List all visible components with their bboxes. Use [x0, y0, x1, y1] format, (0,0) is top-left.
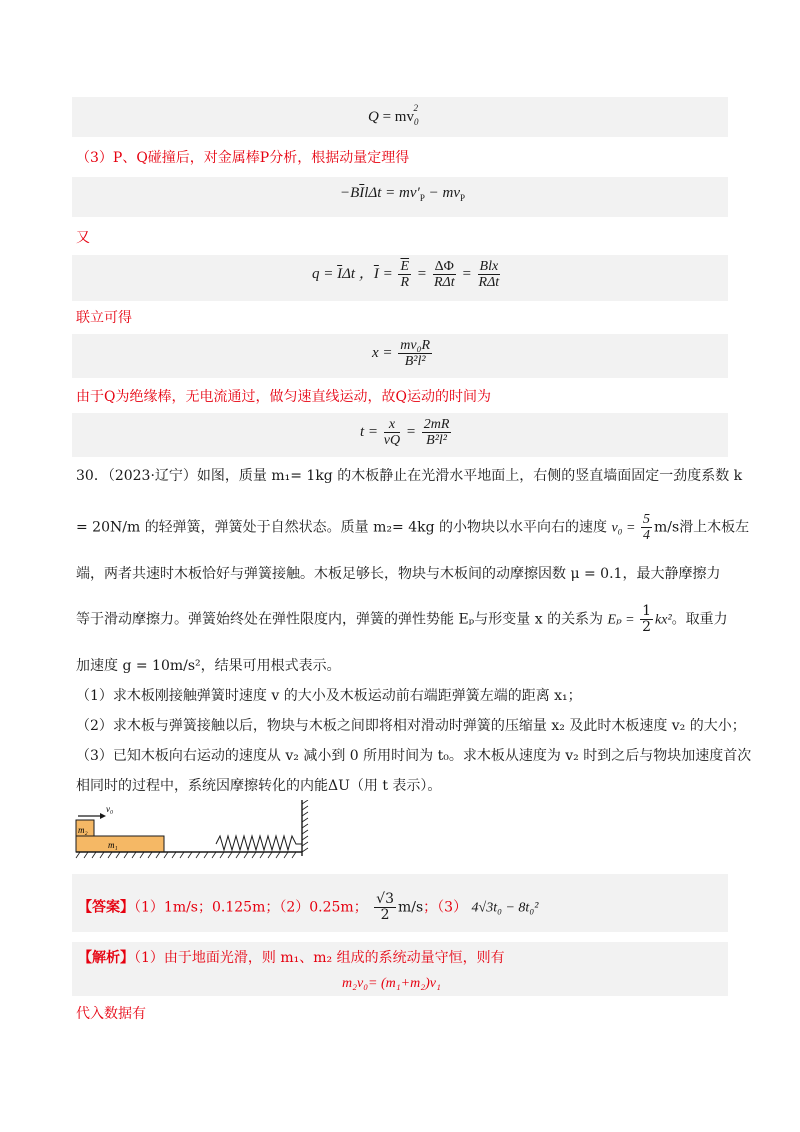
- you-label: 又: [76, 230, 90, 246]
- equation-time: t = $\frac{x}{vQ}$ = $\frac{2mR}{\text{B²l²}}$: [360, 417, 450, 448]
- question-3-line-a: （3）已知木板向右运动的速度从 v₂ 减小到 0 所用时间为 t₀。求木板从速度为 v₂ 时到之后与物块加速度首次: [76, 748, 752, 764]
- board-m1: [76, 836, 164, 852]
- spring: [216, 836, 302, 850]
- equation-box-momentum: [72, 177, 728, 217]
- problem-line-1: 30．（2023·辽宁）如图，质量 m₁= 1kg 的木板静止在光滑水平地面上，右侧的竖直墙面固定一劲度系数 k: [76, 468, 743, 484]
- analysis-equation: m₂v₀= (m₁+m₂)v₁: [342, 976, 441, 991]
- question-1: （1）求木板刚接触弹簧时速度 v 的大小及木板运动前右端距弹簧左端的距离 x₁；: [76, 688, 582, 704]
- equation-box-energy: [72, 97, 728, 137]
- figure-m2-label: m₂: [78, 825, 88, 835]
- problem-line-4: 等于滑动摩擦力。弹簧始终处在弹性限度内，弹簧的弹性势能 Eₚ与形变量 x 的关系为 Eₚ = $\frac{1}{2}$ kx²。取重力: [76, 603, 728, 635]
- wall-hatch: [302, 800, 308, 852]
- equation-box-time: [72, 413, 728, 457]
- equation-box-displacement: [72, 334, 728, 378]
- part3-intro: （3）P、Q碰撞后，对金属棒P分析，根据动量定理得: [76, 150, 410, 166]
- equation-momentum: $-B\overline{I}l\Delta t = mv'_P - mv_P$: [340, 185, 465, 203]
- equation-box-charge: [72, 255, 728, 301]
- question-2: （2）求木板与弹簧接触以后，物块与木板之间即将相对滑动时弹簧的压缩量 x₂ 及此时木板速度 v₂ 的大小；: [76, 718, 746, 734]
- analysis-box: [72, 942, 728, 996]
- answer-tag: 【答案】: [78, 899, 134, 916]
- q-motion-text: 由于Q为绝缘棒，无电流通过，做匀速直线运动，故Q运动的时间为: [76, 389, 491, 405]
- analysis-tag: 【解析】: [78, 950, 134, 966]
- analysis-line: 【解析】（1）由于地面光滑，则 m₁、m₂ 组成的系统动量守恒，则有: [78, 950, 505, 966]
- answer-line: 【答案】（1）1m/s；0.125m；（2）0.25m； $\frac{√3}{2}$ m/s；（3） 4√3t₀ − 8t₀²: [78, 891, 539, 923]
- substitute-label: 代入数据有: [76, 1006, 146, 1022]
- figure-m1-label: m₁: [108, 840, 118, 850]
- answer-box: [72, 874, 728, 932]
- problem-figure: [70, 800, 320, 862]
- ground-hatch: [76, 852, 296, 858]
- equation-displacement: x = $\frac{\text{mv₀R}}{\text{B²l²}}$: [372, 338, 431, 369]
- lianli-label: 联立可得: [76, 310, 132, 326]
- figure-v0-label: v₀: [106, 804, 114, 814]
- problem-line-3: 端，两者共速时木板恰好与弹簧接触。木板足够长，物块与木板间的动摩擦因数 μ = 0.1，最大静摩擦力: [76, 566, 721, 582]
- equation-charge: $q = \overline{I}\Delta t$ ，$\overline{I}$ = $\frac{\overline{E}}{R}$ = $\frac{\Delta\Phi}{\text{RΔt}}$ = $\frac{\text{Blx}}{\text{RΔt}}$: [312, 259, 500, 290]
- problem-line-2: = 20N/m 的轻弹簧，弹簧处于自然状态。质量 m₂= 4kg 的小物块以水平向右的速度 v₀ = $\frac{5}{4}$ m/s滑上木板左: [76, 512, 750, 543]
- equation-energy: $Q = mv_0^2$: [368, 103, 419, 127]
- problem-line-5: 加速度 g = 10m/s²，结果可用根式表示。: [76, 658, 341, 674]
- question-3-line-b: 相同时的过程中，系统因摩擦转化的内能ΔU（用 t 表示）。: [76, 778, 442, 794]
